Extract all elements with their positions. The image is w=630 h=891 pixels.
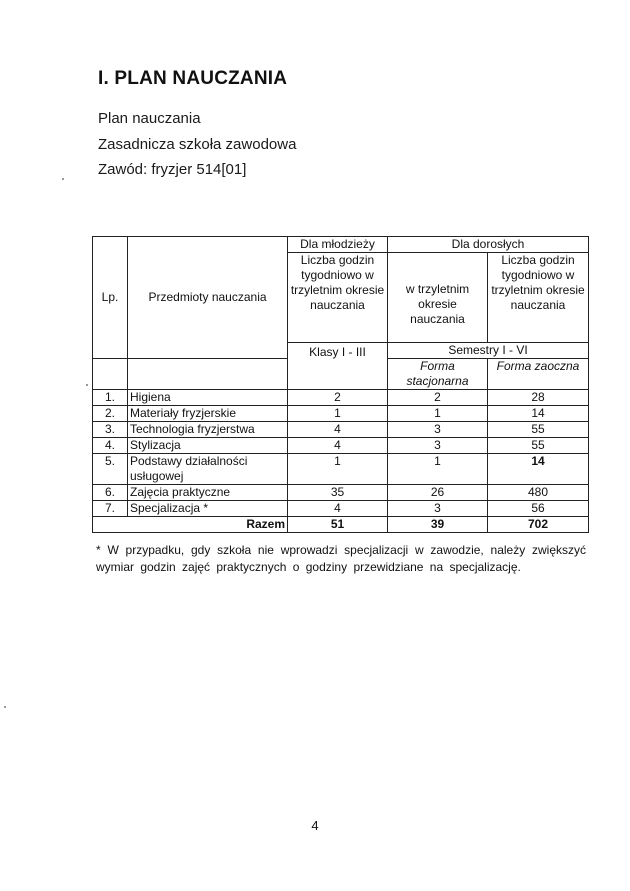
header-adult-three-year: w trzyletnim okresie nauczania xyxy=(388,253,488,343)
row-full: 26 xyxy=(388,485,488,501)
row-youth: 2 xyxy=(288,390,388,406)
table-row xyxy=(93,406,589,422)
row-youth: 4 xyxy=(288,501,388,517)
row-full: 3 xyxy=(388,501,488,517)
row-full: 3 xyxy=(388,438,488,454)
profession: Zawód: fryzjer 514[01] xyxy=(98,161,247,178)
row-subject: Specjalizacja * xyxy=(128,501,288,517)
row-youth: 35 xyxy=(288,485,388,501)
school-type: Zasadnicza szkoła zawodowa xyxy=(98,136,297,153)
header-form-full: Forma stacjonarna xyxy=(388,359,488,390)
row-part: 14 xyxy=(488,406,589,422)
row-youth: 1 xyxy=(288,406,388,422)
row-lp: 2. xyxy=(93,406,128,422)
row-subject: Zajęcia praktyczne xyxy=(128,485,288,501)
scan-speck xyxy=(86,384,88,386)
row-full: 2 xyxy=(388,390,488,406)
table-row xyxy=(93,501,589,517)
row-lp: 1. xyxy=(93,390,128,406)
row-lp: 7. xyxy=(93,501,128,517)
row-full: 3 xyxy=(388,422,488,438)
plan-subtitle: Plan nauczania xyxy=(98,110,201,127)
total-label: Razem xyxy=(93,517,288,533)
footnote: * W przypadku, gdy szkoła nie wprowadzi specjalizacji w zawodzie, należy zwiększyć wymiar godzin zajęć praktycznych o godziny przewidziane na specjalizację. xyxy=(96,543,586,574)
header-youth-hours: Liczba godzin tygodniowo w trzyletnim okresie nauczania xyxy=(288,253,388,343)
header-semesters: Semestry I - VI xyxy=(388,343,589,359)
row-part: 55 xyxy=(488,438,589,454)
total-youth: 51 xyxy=(288,517,388,533)
row-subject: Stylizacja xyxy=(128,438,288,454)
header-form-part: Forma zaoczna xyxy=(488,359,589,390)
header-youth-classes: Klasy I - III xyxy=(288,343,388,390)
row-youth: 4 xyxy=(288,438,388,454)
header-adults: Dla dorosłych xyxy=(388,237,589,253)
header-youth: Dla młodzieży xyxy=(288,237,388,253)
row-subject: Technologia fryzjerstwa xyxy=(128,422,288,438)
header-adult-weekly: Liczba godzin tygodniowo w trzyletnim okresie nauczania xyxy=(488,253,589,343)
header-lp-cont xyxy=(93,359,128,390)
row-full: 1 xyxy=(388,454,488,485)
table-row xyxy=(93,454,589,485)
row-full: 1 xyxy=(388,406,488,422)
scan-speck xyxy=(4,706,6,708)
scan-speck xyxy=(62,178,64,180)
header-lp: Lp. xyxy=(93,237,128,359)
table-row xyxy=(93,390,589,406)
row-part: 28 xyxy=(488,390,589,406)
row-part: 56 xyxy=(488,501,589,517)
row-subject: Podstawy działalności usługowej xyxy=(128,454,288,485)
total-full: 39 xyxy=(388,517,488,533)
curriculum-table xyxy=(92,236,589,533)
table-row xyxy=(93,485,589,501)
row-lp: 3. xyxy=(93,422,128,438)
total-row xyxy=(93,517,589,533)
row-subject: Higiena xyxy=(128,390,288,406)
row-youth: 1 xyxy=(288,454,388,485)
page-number: 4 xyxy=(311,818,319,833)
row-lp: 6. xyxy=(93,485,128,501)
row-part: 14 xyxy=(488,454,589,485)
total-part: 702 xyxy=(488,517,589,533)
row-subject: Materiały fryzjerskie xyxy=(128,406,288,422)
header-subject: Przedmioty nauczania xyxy=(128,237,288,359)
row-part: 480 xyxy=(488,485,589,501)
row-part: 55 xyxy=(488,422,589,438)
table-row xyxy=(93,438,589,454)
row-lp: 5. xyxy=(93,454,128,485)
row-lp: 4. xyxy=(93,438,128,454)
header-subject-cont xyxy=(128,359,288,390)
page-title: I. PLAN NAUCZANIA xyxy=(98,68,288,89)
table-row xyxy=(93,422,589,438)
row-youth: 4 xyxy=(288,422,388,438)
